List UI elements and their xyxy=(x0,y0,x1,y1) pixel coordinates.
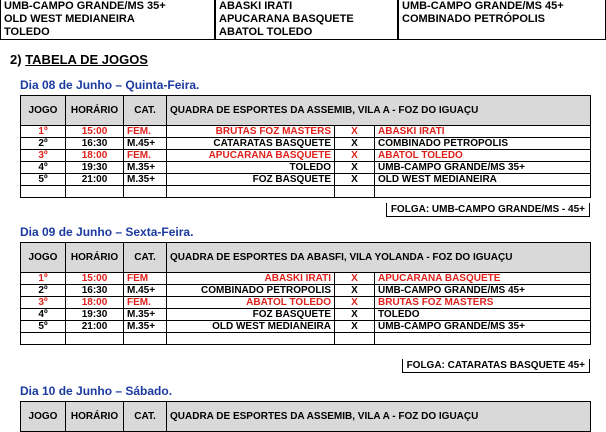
table-header xyxy=(21,243,591,273)
table-row xyxy=(21,285,591,297)
home-team: OLD WEST MEDIANEIRA xyxy=(167,321,335,333)
day-title: Dia 08 de Junho – Quinta-Feira. xyxy=(20,78,200,92)
away-team: TOLEDO xyxy=(375,309,591,321)
game-time: 15:00 xyxy=(66,126,124,138)
table-header xyxy=(21,402,591,432)
versus-mark: X xyxy=(335,174,375,186)
venue: QUADRA DE ESPORTES DA ASSEMIB, VILA A - FOZ DO IGUAÇU xyxy=(167,96,591,126)
table-row xyxy=(21,138,591,150)
table-row-empty xyxy=(21,333,591,345)
col-jogo: JOGO xyxy=(21,96,66,126)
versus-mark: X xyxy=(335,273,375,285)
versus-mark: X xyxy=(335,285,375,297)
group-team: APUCARANA BASQUETE xyxy=(219,13,354,25)
games-table-day2 xyxy=(20,242,591,345)
table-row xyxy=(21,162,591,174)
section-title xyxy=(10,52,148,67)
game-time: 18:00 xyxy=(66,150,124,162)
empty-cell xyxy=(335,333,375,345)
home-team: FOZ BASQUETE xyxy=(167,174,335,186)
home-team: BRUTAS FOZ MASTERS xyxy=(167,126,335,138)
game-number: 5º xyxy=(21,321,66,333)
away-team: APUCARANA BASQUETE xyxy=(375,273,591,285)
empty-cell xyxy=(167,333,335,345)
games-body xyxy=(21,273,591,345)
group-box-3 xyxy=(398,0,606,40)
versus-mark: X xyxy=(335,150,375,162)
empty-cell xyxy=(21,186,66,198)
away-team: COMBINADO PETRÓPOLIS xyxy=(375,138,591,150)
game-number: 4º xyxy=(21,309,66,321)
day-title: Dia 09 de Junho – Sexta-Feira. xyxy=(20,225,194,239)
table-row xyxy=(21,150,591,162)
games-table-day1 xyxy=(20,95,591,198)
table-row xyxy=(21,174,591,186)
versus-mark: X xyxy=(335,126,375,138)
versus-mark: X xyxy=(335,309,375,321)
table-row xyxy=(21,321,591,333)
col-horario: HORÁRIO xyxy=(66,243,124,273)
col-jogo: JOGO xyxy=(21,402,66,432)
away-team: ABATOL TOLEDO xyxy=(375,150,591,162)
table-row xyxy=(21,309,591,321)
game-category: M.35+ xyxy=(124,162,167,174)
game-time: 16:30 xyxy=(66,138,124,150)
away-team: ABASKI IRATI xyxy=(375,126,591,138)
folga-note: FOLGA: CATARATAS BASQUETE 45+ xyxy=(402,359,590,373)
game-time: 21:00 xyxy=(66,174,124,186)
game-number: 5º xyxy=(21,174,66,186)
game-time: 18:00 xyxy=(66,297,124,309)
game-category: M.35+ xyxy=(124,174,167,186)
away-team: UMB-CAMPO GRANDE/MS 45+ xyxy=(375,285,591,297)
game-number: 1º xyxy=(21,273,66,285)
section-heading: TABELA DE JOGOS xyxy=(25,52,148,67)
venue: QUADRA DE ESPORTES DA ABASFI, VILA YOLANDA - FOZ DO IGUAÇU xyxy=(167,243,591,273)
table-row xyxy=(21,297,591,309)
versus-mark: X xyxy=(335,138,375,150)
game-time: 16:30 xyxy=(66,285,124,297)
empty-cell xyxy=(124,333,167,345)
home-team: APUCARANA BASQUETE xyxy=(167,150,335,162)
home-team: CATARATAS BASQUETE xyxy=(167,138,335,150)
home-team: ABATOL TOLEDO xyxy=(167,297,335,309)
col-cat: CAT. xyxy=(124,243,167,273)
games-table-day3 xyxy=(20,401,591,432)
away-team: UMB-CAMPO GRANDE/MS 35+ xyxy=(375,162,591,174)
empty-cell xyxy=(375,333,591,345)
table-row xyxy=(21,273,591,285)
away-team: UMB-CAMPO GRANDE/MS 35+ xyxy=(375,321,591,333)
group-team: ABASKI IRATI xyxy=(219,0,293,12)
empty-cell xyxy=(375,186,591,198)
empty-cell xyxy=(66,333,124,345)
col-jogo: JOGO xyxy=(21,243,66,273)
group-team: TOLEDO xyxy=(4,26,50,38)
games-body xyxy=(21,126,591,198)
game-category: M.45+ xyxy=(124,138,167,150)
folga-note: FOLGA: UMB-CAMPO GRANDE/MS - 45+ xyxy=(386,203,590,217)
col-cat: CAT. xyxy=(124,96,167,126)
game-number: 1º xyxy=(21,126,66,138)
game-time: 15:00 xyxy=(66,273,124,285)
table-row xyxy=(21,126,591,138)
group-box-1 xyxy=(0,0,215,40)
game-category: FEM xyxy=(124,273,167,285)
game-number: 3º xyxy=(21,150,66,162)
group-team: ABATOL TOLEDO xyxy=(219,26,313,38)
empty-cell xyxy=(124,186,167,198)
empty-cell xyxy=(66,186,124,198)
group-team: OLD WEST MEDIANEIRA xyxy=(4,13,135,25)
away-team: BRUTAS FOZ MASTERS xyxy=(375,297,591,309)
versus-mark: X xyxy=(335,297,375,309)
game-time: 21:00 xyxy=(66,321,124,333)
section-number: 2) xyxy=(10,52,22,67)
game-time: 19:30 xyxy=(66,309,124,321)
game-number: 2º xyxy=(21,138,66,150)
col-cat: CAT. xyxy=(124,402,167,432)
game-category: FEM. xyxy=(124,126,167,138)
venue: QUADRA DE ESPORTES DA ASSEMIB, VILA A - FOZ DO IGUAÇU xyxy=(167,402,591,432)
group-box-2 xyxy=(215,0,398,40)
empty-cell xyxy=(167,186,335,198)
home-team: ABASKI IRATI xyxy=(167,273,335,285)
group-team: UMB-CAMPO GRANDE/MS 35+ xyxy=(4,0,166,12)
col-horario: HORÁRIO xyxy=(66,402,124,432)
game-category: M.35+ xyxy=(124,321,167,333)
game-time: 19:30 xyxy=(66,162,124,174)
versus-mark: X xyxy=(335,321,375,333)
empty-cell xyxy=(21,333,66,345)
table-row-empty xyxy=(21,186,591,198)
game-number: 2º xyxy=(21,285,66,297)
away-team: OLD WEST MEDIANEIRA xyxy=(375,174,591,186)
home-team: TOLEDO xyxy=(167,162,335,174)
empty-cell xyxy=(335,186,375,198)
group-team: COMBINADO PETRÓPOLIS xyxy=(402,13,546,25)
game-number: 4º xyxy=(21,162,66,174)
game-number: 3º xyxy=(21,297,66,309)
game-category: FEM. xyxy=(124,297,167,309)
day-title: Dia 10 de Junho – Sábado. xyxy=(20,384,173,398)
col-horario: HORÁRIO xyxy=(66,96,124,126)
home-team: FOZ BASQUETE xyxy=(167,309,335,321)
game-category: M.45+ xyxy=(124,285,167,297)
versus-mark: X xyxy=(335,162,375,174)
table-header xyxy=(21,96,591,126)
game-category: M.35+ xyxy=(124,309,167,321)
group-team: UMB-CAMPO GRANDE/MS 45+ xyxy=(402,0,564,12)
game-category: FEM. xyxy=(124,150,167,162)
home-team: COMBINADO PETRÓPOLIS xyxy=(167,285,335,297)
